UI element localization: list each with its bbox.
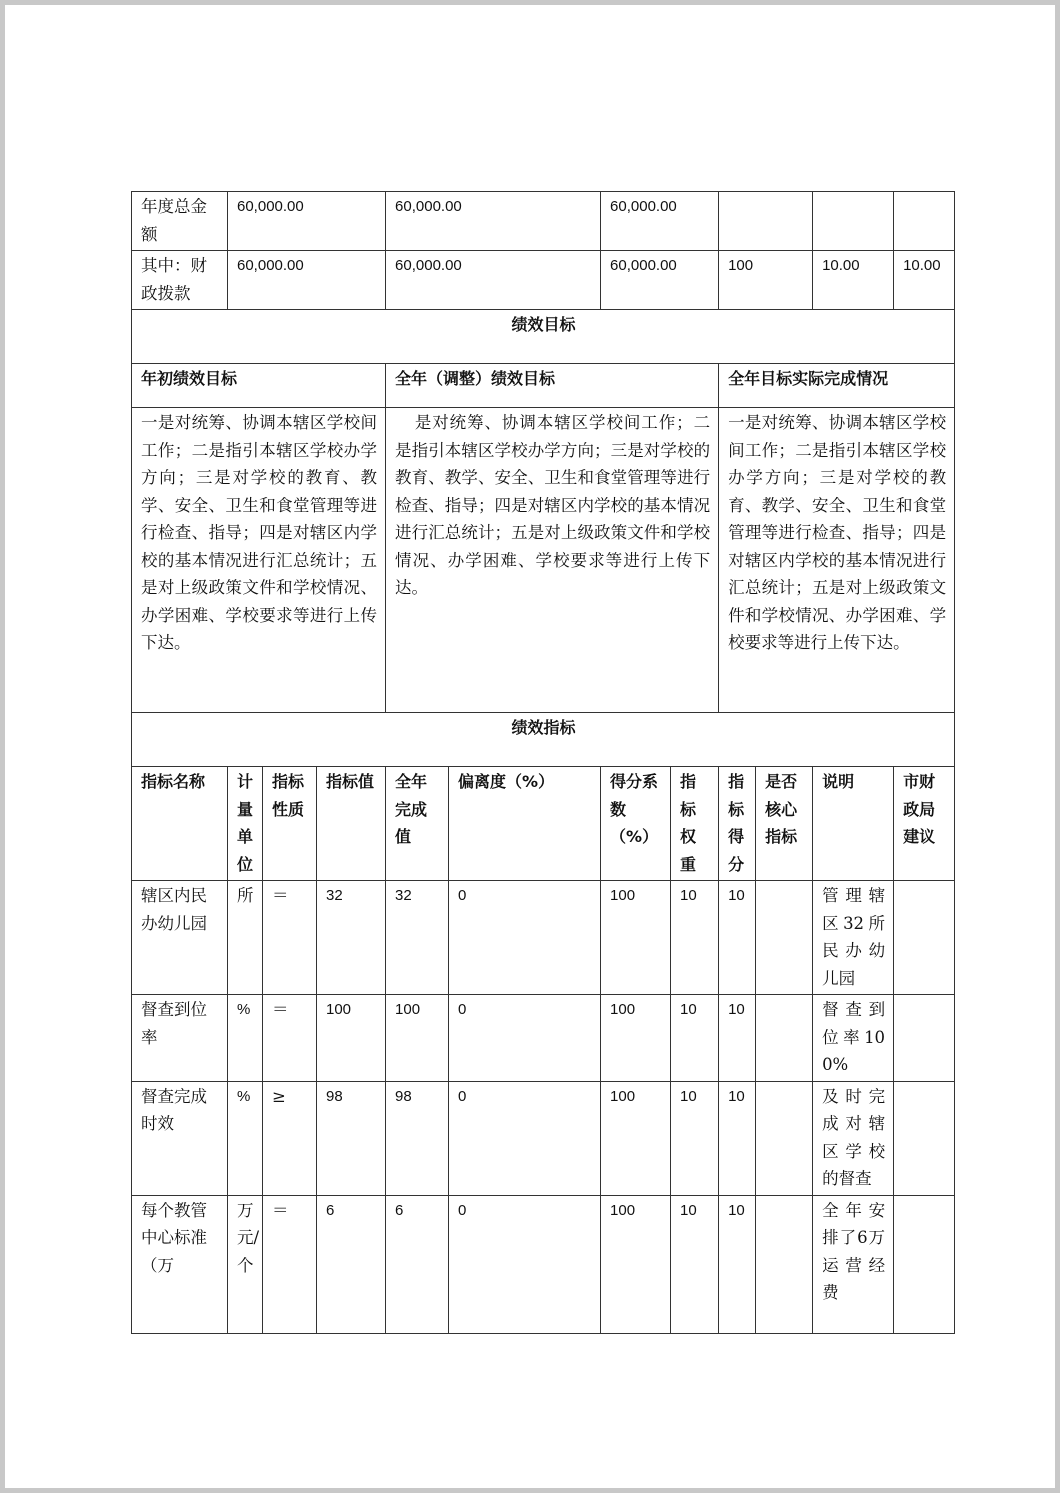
document-page [5, 5, 1055, 1488]
indicator-deviation: 0 [449, 1195, 601, 1333]
table-row [132, 995, 955, 1082]
budget-value: 60,000.00 [386, 192, 601, 251]
indicator-actual: 6 [386, 1195, 449, 1333]
indicator-name: 督查完成时效 [132, 1081, 228, 1195]
indicator-nature: ＝ [263, 1195, 317, 1333]
indicator-coefficient: 100 [601, 995, 671, 1082]
indicator-name: 每个教管中心标准（万 [132, 1195, 228, 1333]
indicator-value: 32 [317, 881, 386, 995]
indicator-core [756, 881, 813, 995]
table-row [132, 1195, 955, 1333]
indicator-nature: ≥ [263, 1081, 317, 1195]
header-weight: 指标权重 [671, 767, 719, 881]
indicator-name: 督查到位率 [132, 995, 228, 1082]
budget-row [132, 251, 955, 310]
indicator-unit: % [228, 995, 263, 1082]
budget-value: 60,000.00 [228, 251, 386, 310]
indicator-value: 98 [317, 1081, 386, 1195]
budget-value: 60,000.00 [601, 251, 719, 310]
budget-value [813, 192, 894, 251]
indicator-advice [894, 1081, 955, 1195]
header-core: 是否核心指标 [756, 767, 813, 881]
header-nature: 指标性质 [263, 767, 317, 881]
table-row [132, 881, 955, 995]
indicator-actual: 32 [386, 881, 449, 995]
indicator-value: 6 [317, 1195, 386, 1333]
indicator-deviation: 0 [449, 995, 601, 1082]
budget-value: 60,000.00 [386, 251, 601, 310]
header-advice: 市财政局建议 [894, 767, 955, 881]
indicator-header-row [132, 767, 955, 881]
indicator-description: 督查到位率100% [813, 995, 894, 1082]
budget-value: 60,000.00 [601, 192, 719, 251]
indicator-value: 100 [317, 995, 386, 1082]
adjusted-goal-text: 是对统筹、协调本辖区学校间工作；二是指引本辖区学校办学方向；三是对学校的教育、教学、安全、卫生和食堂管理等进行检查、指导；四是对辖区内学校的基本情况进行汇总统计；五是对上级政策文件和学校情况、办学困难、学校要求等进行上传下达。 [386, 408, 719, 713]
indicator-advice [894, 1195, 955, 1333]
indicator-description: 全年安排了6万运营经费 [813, 1195, 894, 1333]
indicator-nature: ＝ [263, 881, 317, 995]
budget-value [719, 192, 813, 251]
header-score: 指标得分 [719, 767, 756, 881]
budget-value: 100 [719, 251, 813, 310]
budget-row [132, 192, 955, 251]
indicator-deviation: 0 [449, 881, 601, 995]
indicator-weight: 10 [671, 995, 719, 1082]
indicator-description: 管理辖区32所民办幼儿园 [813, 881, 894, 995]
indicators-section-title: 绩效指标 [132, 713, 955, 767]
indicator-coefficient: 100 [601, 1081, 671, 1195]
actual-goal-text: 一是对统筹、协调本辖区学校间工作；二是指引本辖区学校办学方向；三是对学校的教育、教学、安全、卫生和食堂管理等进行检查、指导；四是对辖区内学校的基本情况进行汇总统计；五是对上级政策文件和学校情况、办学困难、学校要求等进行上传下达。 [719, 408, 955, 713]
goals-section-title: 绩效目标 [132, 310, 955, 364]
performance-table [131, 191, 955, 1334]
indicator-advice [894, 881, 955, 995]
budget-label: 年度总金额 [132, 192, 228, 251]
indicator-weight: 10 [671, 1081, 719, 1195]
indicator-nature: ＝ [263, 995, 317, 1082]
indicator-description: 及时完成对辖区学校的督查 [813, 1081, 894, 1195]
indicator-name: 辖区内民办幼儿园 [132, 881, 228, 995]
indicator-coefficient: 100 [601, 1195, 671, 1333]
header-deviation: 偏离度（%） [449, 767, 601, 881]
indicator-score: 10 [719, 995, 756, 1082]
indicator-unit: % [228, 1081, 263, 1195]
indicator-weight: 10 [671, 1195, 719, 1333]
actual-goal-header: 全年目标实际完成情况 [719, 364, 955, 408]
header-actual: 全年完成值 [386, 767, 449, 881]
initial-goal-text: 一是对统筹、协调本辖区学校间工作；二是指引本辖区学校办学方向；三是对学校的教育、教学、安全、卫生和食堂管理等进行检查、指导；四是对辖区内学校的基本情况进行汇总统计；五是对上级政策文件和学校情况、办学困难、学校要求等进行上传下达。 [132, 408, 386, 713]
budget-label: 其中：财政拨款 [132, 251, 228, 310]
header-description: 说明 [813, 767, 894, 881]
indicator-core [756, 995, 813, 1082]
header-value: 指标值 [317, 767, 386, 881]
table-row [132, 1081, 955, 1195]
indicator-score: 10 [719, 1195, 756, 1333]
budget-value: 60,000.00 [228, 192, 386, 251]
adjusted-goal-header: 全年（调整）绩效目标 [386, 364, 719, 408]
header-coefficient: 得分系数（%） [601, 767, 671, 881]
indicator-core [756, 1195, 813, 1333]
indicator-unit: 万元/个 [228, 1195, 263, 1333]
header-unit: 计量单位 [228, 767, 263, 881]
indicator-actual: 100 [386, 995, 449, 1082]
budget-value: 10.00 [894, 251, 955, 310]
indicator-score: 10 [719, 881, 756, 995]
indicator-unit: 所 [228, 881, 263, 995]
budget-value [894, 192, 955, 251]
indicator-actual: 98 [386, 1081, 449, 1195]
indicator-weight: 10 [671, 881, 719, 995]
indicator-core [756, 1081, 813, 1195]
budget-value: 10.00 [813, 251, 894, 310]
header-indicator-name: 指标名称 [132, 767, 228, 881]
indicator-deviation: 0 [449, 1081, 601, 1195]
indicator-advice [894, 995, 955, 1082]
indicator-coefficient: 100 [601, 881, 671, 995]
initial-goal-header: 年初绩效目标 [132, 364, 386, 408]
indicator-score: 10 [719, 1081, 756, 1195]
